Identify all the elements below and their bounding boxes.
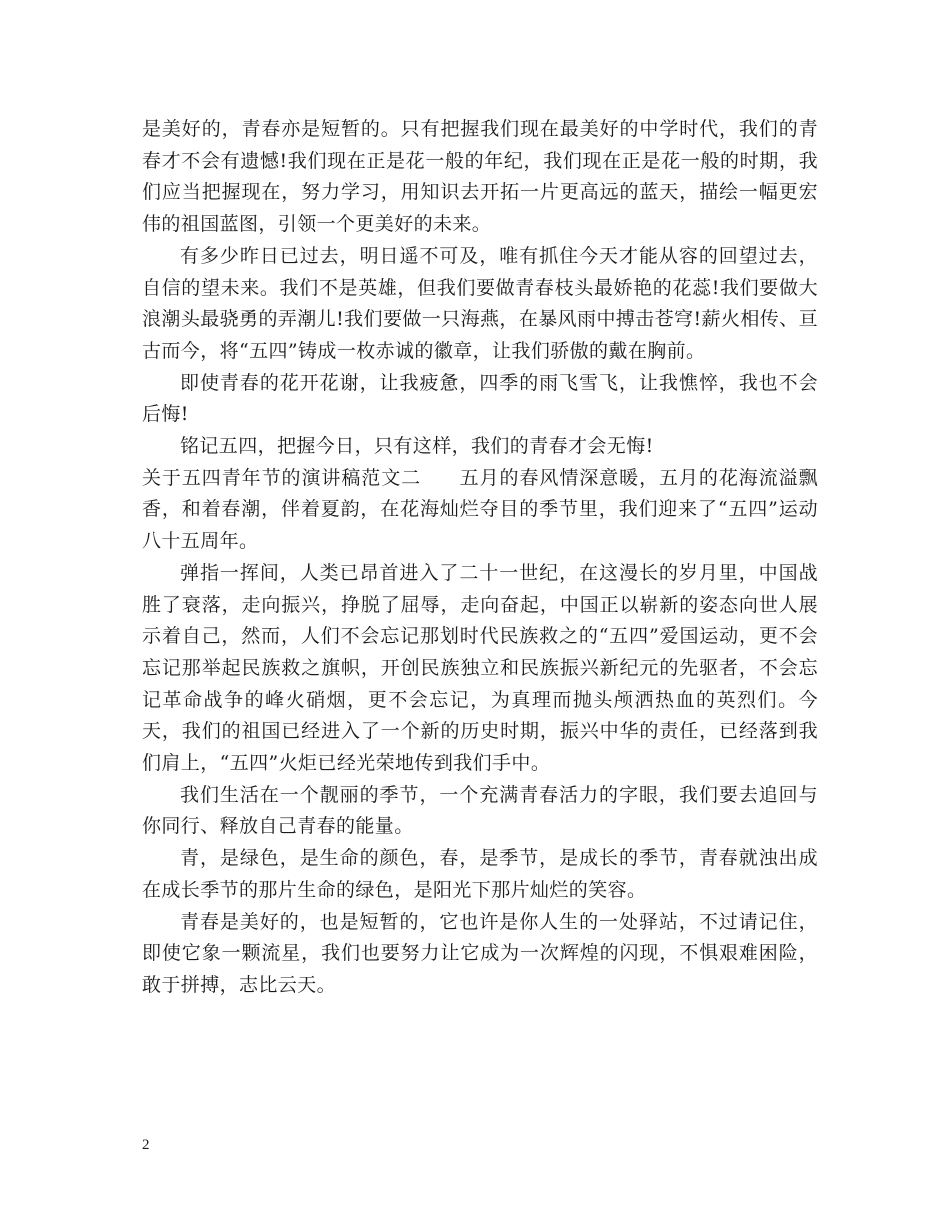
document-body	[142, 114, 818, 1002]
paragraph-6: 弹指一挥间，人类已昂首进入了二十一世纪，在这漫长的岁月里，中国战胜了衰落，走向振兴，挣脱了屈辱，走向奋起，中国正以崭新的姿态向世人展示着自己，然而，人们不会忘记那划时代民族救之的“五四”爱国运动，更不会忘记那举起民族救之旗帜，开创民族独立和民族振兴新纪元的先驱者，不会忘记革命战争的峰火硝烟，更不会忘记，为真理而抛头颅洒热血的英烈们。今天，我们的祖国已经进入了一个新的历史时期，振兴中华的责任，已经落到我们肩上，“五四”火炬已经光荣地传到我们手中。	[142, 561, 818, 775]
paragraph-8: 青，是绿色，是生命的颜色，春，是季节，是成长的季节，青春就浊出成在成长季节的那片生命的绿色，是阳光下那片灿烂的笑容。	[142, 847, 818, 901]
paragraph-4: 铭记五四，把握今日，只有这样，我们的青春才会无悔!	[180, 435, 654, 458]
paragraph-3: 即使青春的花开花谢，让我疲惫，四季的雨飞雪飞，让我憔悴，我也不会后悔!	[142, 371, 818, 426]
paragraph-9: 青春是美好的，也是短暂的，它也许是你人生的一处驿站，不过请记住，即使它象一颗流星，我们也要努力让它成为一次辉煌的闪现，不惧艰难困险，敢于拼搏，志比云天。	[142, 910, 818, 996]
paragraph-1: 是美好的，青春亦是短暂的。只有把握我们现在最美好的中学时代，我们的青春才不会有遗憾!我们现在正是花一般的年纪，我们现在正是花一般的时期，我们应当把握现在，努力学习，用知识去开拓一片更高远的蓝天，描绘一幅更宏伟的祖国蓝图，引领一个更美好的未来。	[142, 118, 818, 236]
paragraph-2: 有多少昨日已过去，明日遥不可及，唯有抓住今天才能从容的回望过去，自信的望未来。我们不是英雄，但我们要做青春枝头最娇艳的花蕊!我们要做大浪潮头最骁勇的弄潮儿!我们要做一只海燕，在暴风雨中搏击苍穹!薪火相传、亘古而今，将“五四”铸成一枚赤诚的徽章，让我们骄傲的戴在胸前。	[142, 244, 818, 362]
page-number: 2	[142, 1137, 150, 1153]
paragraph-7: 我们生活在一个靓丽的季节，一个充满青春活力的字眼，我们要去追回与你同行、释放自己青春的能量。	[142, 783, 818, 838]
section-heading: 关于五四青年节的演讲稿范文二	[142, 466, 422, 489]
paragraph-5: 五月的春风情深意暖，五月的花海流溢飘香，和着春潮，伴着夏韵，在花海灿烂夺目的季节里，我们迎来了“五四”运动八十五周年。	[142, 466, 818, 553]
section-paragraph	[142, 463, 818, 558]
